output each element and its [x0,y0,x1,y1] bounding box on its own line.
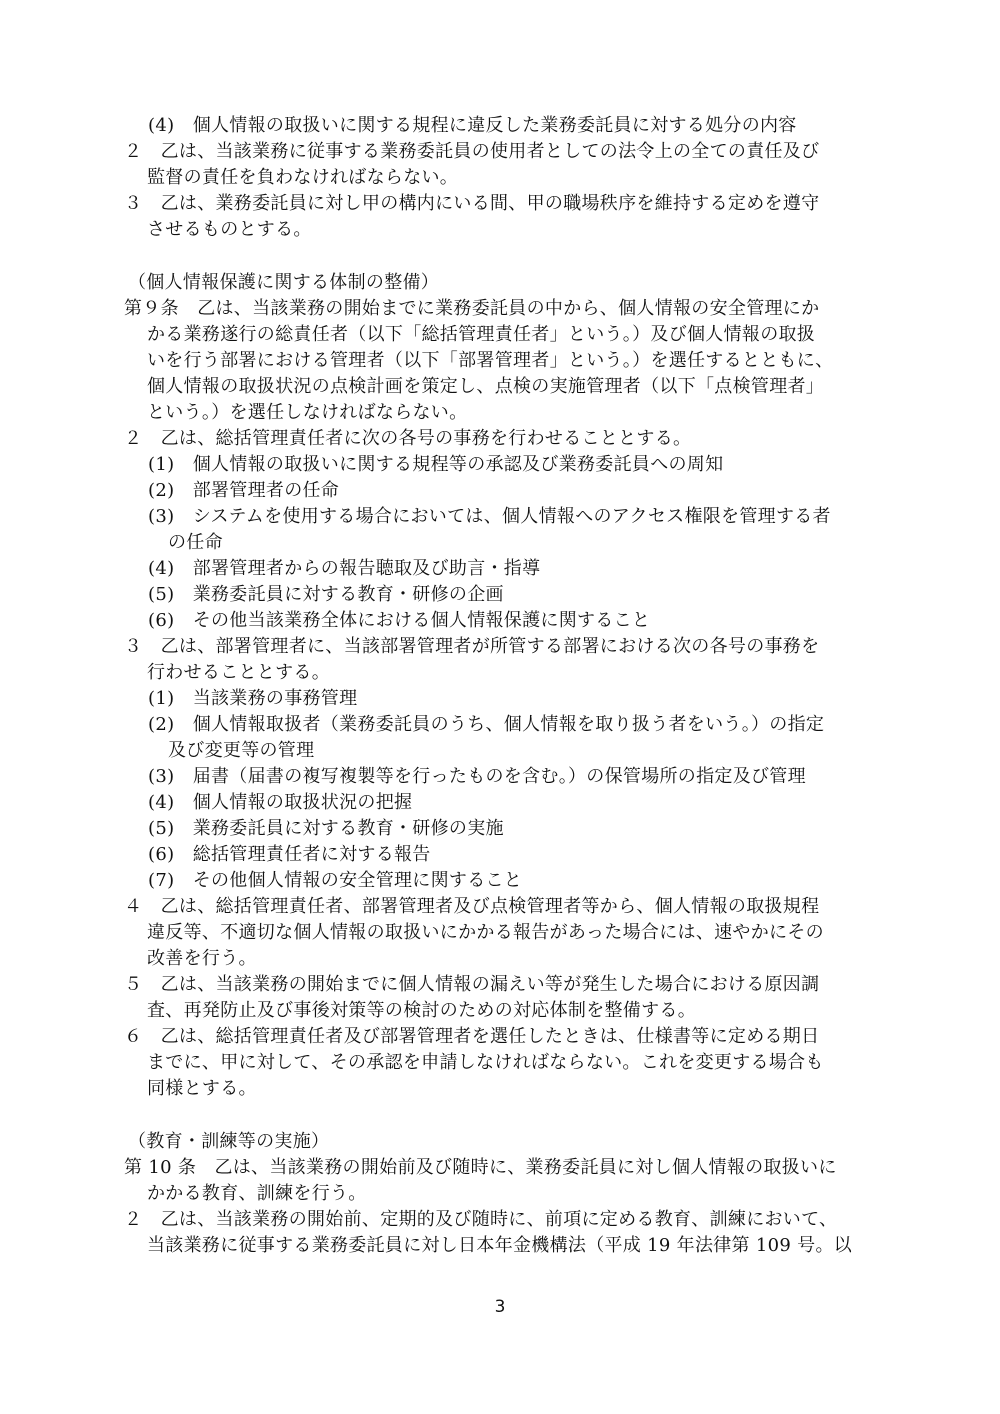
text-line: ２ 乙は、総括管理責任者に次の各号の事務を行わせることとする。 [124,428,692,449]
text-line: ３ 乙は、部署管理者に、当該部署管理者が所管する部署における次の各号の事務を [124,636,820,657]
text-line: (1) 個人情報の取扱いに関する規程等の承認及び業務委託員への周知 [148,454,724,475]
text-line: (5) 業務委託員に対する教育・研修の実施 [148,818,504,839]
text-line: (5) 業務委託員に対する教育・研修の企画 [148,584,504,605]
article-line: 第 10 条 乙は、当該業務の開始前及び随時に、業務委託員に対し個人情報の取扱いに [124,1157,837,1178]
text-line: させるものとする。 [147,219,312,240]
text-line: かかる教育、訓練を行う。 [147,1183,367,1204]
text-line: (4) 個人情報の取扱いに関する規程に違反した業務委託員に対する処分の内容 [148,115,797,136]
text-line: (7) その他個人情報の安全管理に関すること [148,870,523,891]
text-line: 違反等、不適切な個人情報の取扱いにかかる報告があった場合には、速やかにその [147,922,824,943]
text-line: (4) 部署管理者からの報告聴取及び助言・指導 [148,558,541,579]
text-line: (3) システムを使用する場合においては、個人情報へのアクセス権限を管理する者 [148,506,831,527]
text-line: (2) 部署管理者の任命 [148,480,340,501]
text-line: ２ 乙は、当該業務の開始前、定期的及び随時に、前項に定める教育、訓練において、 [124,1209,838,1230]
text-line: 監督の責任を負わなければならない。 [147,167,459,188]
text-line: ４ 乙は、総括管理責任者、部署管理者及び点検管理者等から、個人情報の取扱規程 [124,896,820,917]
text-line: 個人情報の取扱状況の点検計画を策定し、点検の実施管理者（以下「点検管理者」 [147,376,825,397]
text-line: (6) その他当該業務全体における個人情報保護に関すること [148,610,651,631]
text-line: かる業務遂行の総責任者（以下「総括管理責任者」という。）及び個人情報の取扱 [147,324,816,345]
text-line: (4) 個人情報の取扱状況の把握 [148,792,413,813]
text-line: の任命 [168,532,223,553]
text-line: いを行う部署における管理者（以下「部署管理者」という。）を選任するとともに、 [147,350,834,371]
text-line: 行わせることとする。 [147,662,330,683]
text-line: 改善を行う。 [147,948,257,969]
section-heading: （個人情報保護に関する体制の整備） [128,272,440,293]
text-line: (2) 個人情報取扱者（業務委託員のうち、個人情報を取り扱う者をいう。）の指定 [148,714,825,735]
text-line: (6) 総括管理責任者に対する報告 [148,844,431,865]
text-line: (3) 届書（届書の複写複製等を行ったものを含む。）の保管場所の指定及び管理 [148,766,806,787]
text-line: 査、再発防止及び事後対策等の検討のための対応体制を整備する。 [147,1000,696,1021]
text-line: ５ 乙は、当該業務の開始までに個人情報の漏えい等が発生した場合における原因調 [124,974,820,995]
section-heading: （教育・訓練等の実施） [128,1131,330,1152]
text-line: 及び変更等の管理 [168,740,315,761]
text-line: (1) 当該業務の事務管理 [148,688,358,709]
article-line: 第９条 乙は、当該業務の開始までに業務委託員の中から、個人情報の安全管理にか [124,298,820,319]
page-number: 3 [494,1297,506,1317]
text-line: までに、甲に対して、その承認を申請しなければならない。これを変更する場合も [147,1052,824,1073]
text-line: ３ 乙は、業務委託員に対し甲の構内にいる間、甲の職場秩序を維持する定めを遵守 [124,193,820,214]
text-line: という。）を選任しなければならない。 [147,402,468,423]
text-line: 当該業務に従事する業務委託員に対し日本年金機構法（平成 19 年法律第 109 号。以 [147,1235,853,1256]
text-line: 同様とする。 [147,1078,257,1099]
text-line: ２ 乙は、当該業務に従事する業務委託員の使用者としての法令上の全ての責任及び [124,141,820,162]
text-line: ６ 乙は、総括管理責任者及び部署管理者を選任したときは、仕様書等に定める期日 [124,1026,820,1047]
